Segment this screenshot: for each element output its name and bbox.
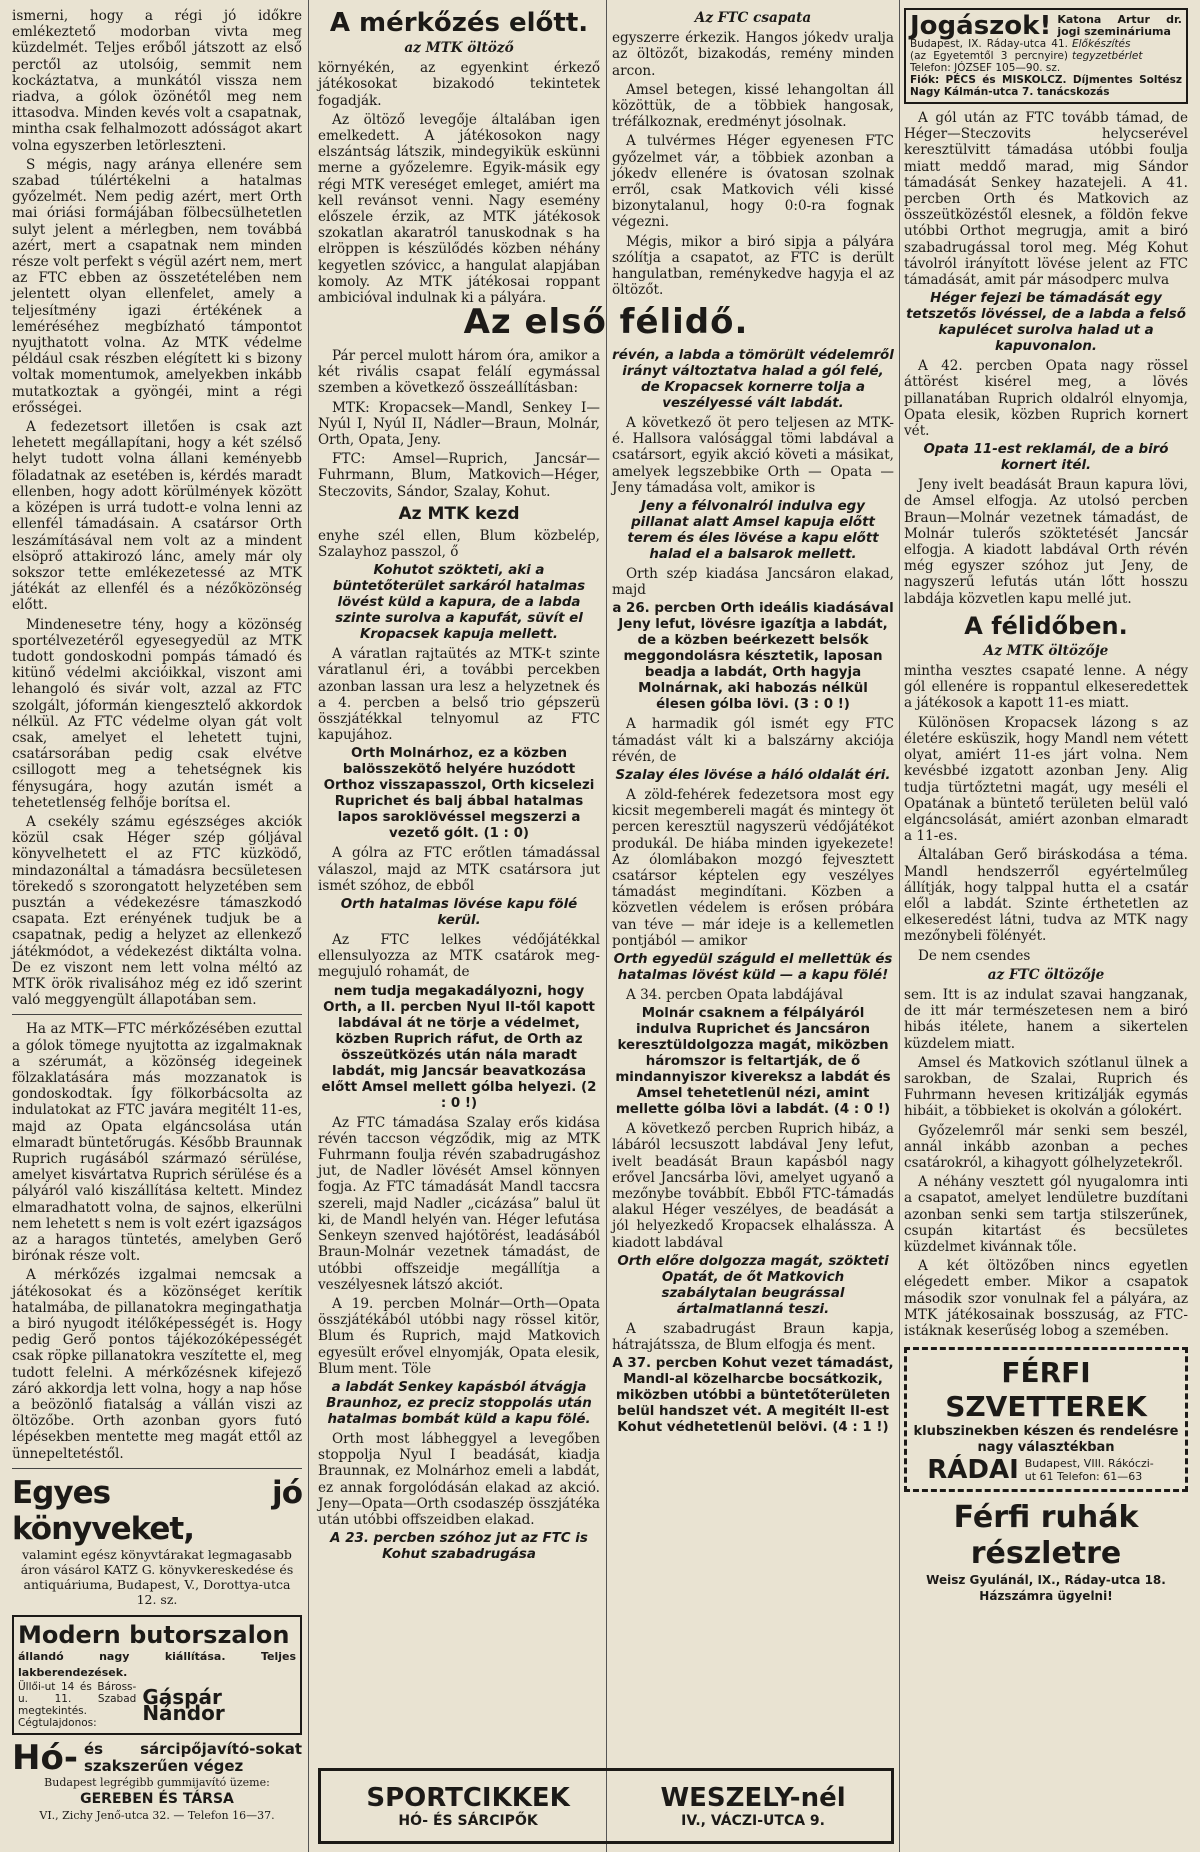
headline-first-half: Az első félidő. bbox=[463, 302, 749, 342]
ad-hocipo-rest: és sárcipőjavító-sokat szakszerűen végez bbox=[83, 1740, 302, 1776]
article-paragraph: S mégis, nagy aránya ellenére sem szabad túlértékelni a hatalmas győzelmét. Nem pedig azért, mert Orth mai óriási formájában fölbecsülhetetlen sulyt jelent a mérlegben, nem továbbá azért, mert a csapatnak nem minden része volt perfekt s végül azért nem, mert az FTC ebben az összetételében nem jelentett olyan ellenfelet, amely a teljesítmény igazi értékének a leméréséhez megbízható támpontot nyujthatott volna. Az MTK védelme például csak részben elégített ki s bizony voltak momentumok, amelyekben inkább mutatkoztak a gyöngéi, mint a régi erősségei. bbox=[12, 156, 302, 416]
ad-ferfi-szvetterek-address: Budapest, VIII. Rákóczi-ut 61 Telefon: 61—63 bbox=[1024, 1456, 1154, 1483]
highlight-paragraph: Opata 11-est reklamál, de a biró kornert itél. bbox=[923, 442, 1169, 474]
article-paragraph: A 34. percben Opata labdájával bbox=[626, 987, 844, 1004]
ad-hocipo bbox=[12, 1738, 302, 1824]
goal-paragraph: A 37. percben Kohut vezet támadást, Mandl-al közelharcbe bocsátkozik, miközben utóbbi a büntetőterületen belül handszet vét. A megitélt II-est Kohut védhetetlenül belövi. (4 : 1 !) bbox=[612, 1356, 894, 1436]
article-paragraph: A következő öt pero teljesen az MTK-é. Hallsora valósággal tömi labdával a csatársort, egyik akció követi a másikat, amelyek legszebbike Orth — Opata — Jeny támadása volt, amikor is bbox=[612, 415, 894, 496]
article-paragraph: A két öltözőben nincs egyetlen elégedett ember. Mikor a csapatok második szor vonulnak fel a pályára, az MTK játékosainak bosszuság, az FTC-istáknak keserűség lobog a szemében. bbox=[904, 1258, 1188, 1339]
article-paragraph: Az öltöző levegője általában igen emelkedett. A játékosokon nagy elszántság látszik, mindegyikük eskünni merne a győzelemre. Egyik-másik egy régi MTK vereséget emleget, amiért ma kell revánsot venni. Nagy esemény előszele érzik, az MTK játékosok szokatlan akaratról tanuskodnak s ha elröppen is készülődés közben néhány kegyetlen szóvicc, a hangulat alapjában komoly. Az MTK játékosai roppant ambicióval indulnak ki a pályára. bbox=[318, 111, 600, 307]
article-paragraph: Mégis, mikor a biró sipja a pályára szólítja a csapatot, az FTC is derült hangulatban, reménykedve hagyja el az öltözőt. bbox=[612, 233, 894, 299]
ad-hocipo-headline: Hó- bbox=[12, 1738, 78, 1779]
article-paragraph: A fedezetsort illetően is csak azt lehetett megállapítani, hogy a két szélső helyt tudott volna állani keményebb föladatnak az esetében is, kérdés maradt ellenben, hogy adott körülmények között a középen is urrá tudott-e volna lenni az ellenfél támadásain. A csatársor Orth leszámításával nem volt az a mindent elsöprő attakirozó lánc, amely már oly sokszor tette emlékezetessé az MTK játékát az ellenfél és a nézőközönség előtt. bbox=[12, 419, 302, 614]
article-paragraph: A váratlan rajtaütés az MTK-t szinte váratlanul éri, a további percekben azonban lassan ura lesz a helyzetnek és a 4. percben a belső trio gépszerü összjátékkal telnyomul az FTC kapujához. bbox=[318, 646, 600, 744]
ad-jogaszok-title: Jogászok! bbox=[910, 10, 1052, 41]
article-paragraph: A gólra az FTC erőtlen támadással válaszol, majd az MTK csatársora jut ismét szóhoz, de ebből bbox=[318, 845, 600, 894]
subheadline-ftc-team: Az FTC csapata bbox=[694, 10, 812, 26]
divider bbox=[12, 1468, 302, 1469]
article-paragraph: Amsel betegen, kissé lehangoltan áll közöttük, de a többiek hangosak, tréfálkoznak, eredményt jósolnak. bbox=[612, 81, 894, 131]
article-paragraph: sem. Itt is az indulat szavai hangzanak, de itt már természetesen nem a biró hibás itélete, hanem a sikertelen küzdelem miatt. bbox=[904, 986, 1188, 1052]
article-paragraph: Különösen Kropacsek lázong s az életére esküszik, hogy Mandl nem vétett olyat, amiért 11-es járt volna. Nem kevésbbé izgatott azonban Jeny. Alig tudja türtőztetni magát, ugy meséli el Opatának a büntető területen belül való elgáncsolását, amiért azonban elmaradt a 11-es. bbox=[904, 714, 1188, 845]
subheadline-mtk-kicks-off: Az MTK kezd bbox=[398, 503, 520, 524]
highlight-paragraph: Orth hatalmas lövése kapu fölé kerül. bbox=[340, 897, 578, 929]
ad-katz-body: valamint egész könyvtárakat legmagasabb áron vásárol KATZ G. könyvkereskedése és antiquáriuma, Budapest, V., Dorottya-utca 12. sz. bbox=[20, 1546, 294, 1607]
article-paragraph: A tulvérmes Héger egyenesen FTC győzelmet vár, a többiek azonban a jókedv ellenére is óvatosan szolnak erről, csak Matkovich véli kissé bizonytalanul, hogy 0:0-ra fognak végezni. bbox=[612, 133, 894, 231]
ad-jogaszok-right: Előkészítés tegyzetbérlet bbox=[1072, 38, 1143, 62]
ad-hocipo-body: Budapest legrégibb gummijavító üzeme: bbox=[44, 1776, 270, 1790]
subheadline-ftc-dressing-room: az FTC öltözője bbox=[987, 966, 1105, 983]
ad-butorszalon-owner: Gáspár Nándor bbox=[142, 1685, 225, 1726]
ad-hocipo-firm: GEREBEN ÉS TÁRSA bbox=[80, 1791, 234, 1808]
highlight-paragraph: Orth egyedül száguld el mellettük és hatalmas lövést küld — a kapu fölé! bbox=[613, 952, 893, 984]
column-2-top bbox=[318, 8, 600, 307]
ad-ferfi-ruhak-headline: Férfi ruhák részletre bbox=[953, 1499, 1139, 1571]
article-paragraph: A harmadik gól ismét egy FTC támadást vált ki a balszárny akciója révén, de bbox=[612, 716, 894, 765]
ad-ferfi-ruhak bbox=[904, 1500, 1188, 1604]
ad-sportcikkek-headline: SPORTCIKKEK bbox=[366, 1783, 570, 1813]
highlight-paragraph: Jeny a félvonalról indulva egy pillanat alatt Amsel kapuja előtt terem és éles lövése a kapu előtt halad el a balsarok mellett. bbox=[627, 499, 879, 563]
goal-paragraph: a 26. percben Orth ideális kiadásával Jeny lefut, lövésre igazítja a labdát, de a közben beérkezett belsők meggondolásra késztetik, laposan beadja a labdát, Orth hagyja Molnárnak, aki habozás nélkül élesen gólba lövi. (3 : 0 !) bbox=[612, 601, 894, 713]
highlight-paragraph: révén, a labda a tömörült védelemről irányt változtatva halad a gól felé, de Kropacsek kornerre tolja a veszélyessé vált labdát. bbox=[612, 348, 894, 411]
ad-sportcikkek-sub: HÓ- ÉS SÁRCIPŐK bbox=[398, 1813, 538, 1829]
ad-katz bbox=[12, 1475, 302, 1607]
lineup-ftc: FTC: Amsel—Ruprich, Jancsár—Fuhrmann, Blum, Matkovich—Héger, Steczovits, Sándor, Szalay, Kohut. bbox=[318, 451, 600, 500]
column-3-lower bbox=[612, 348, 894, 1758]
article-paragraph: A 42. percben Opata nagy rössel áttörést kisérel meg, a lövés pillanatában Ruprich oldalról elnyomja, Opata elesik, közben Ruprich kornert vét. bbox=[904, 358, 1188, 440]
article-paragraph: Pár percel mulott három óra, amikor a két rivális csapat felálí egymással szemben a következő összeállításban: bbox=[318, 348, 600, 397]
ad-jogaszok bbox=[904, 8, 1188, 104]
article-paragraph: A 19. percben Molnár—Orth—Opata összjátékából utóbbi nagy rössel kitör, Blum és Ruprich, majd Matkovich egyesült erővel elnyomják, Opata elesik, Blum ment. Töle bbox=[318, 1295, 600, 1377]
article-paragraph: Amsel és Matkovich szótlanul ülnek a sarokban, de Szalai, Ruprich és Fuhrmann hevesen kritizálják egymás hibáit, a többieket is okolván a gólokért. bbox=[904, 1054, 1188, 1120]
ad-butorszalon-address: Üllői-ut 14 és Báross-u. 11. Szabad megtekintés. Cégtulajdonos: bbox=[18, 1681, 137, 1730]
article-paragraph: A gól után az FTC tovább támad, de Héger—Steczovits helycserével keresztülvitt támadása utóbbi foulja miatt meddő marad, mig Sándor támadását Senkey hazatejeli. A 41. percben Orth és Matkovich az összeütközéstől elesnek, a földön fekve utóbbi Orthot megrugja, amit a biró szabadrugással torol meg. Még Kohut távolról irányított lövése jelent az FTC támadását, amit pár másodperc mulva bbox=[904, 110, 1188, 289]
subheadline-mtk-dressing-room: Az MTK öltözője bbox=[983, 642, 1109, 659]
article-paragraph: A szabadrugást Braun kapja, hátrajátssza, de Blum elfogja és ment. bbox=[612, 1320, 894, 1354]
column-2-lower bbox=[318, 348, 600, 1758]
ad-jogaszok-branch: Fiók: PÉCS és MISKOLCZ. Díjmentes Soltész Nagy Kálmán-utca 7. tanácskozás bbox=[910, 74, 1182, 98]
highlight-paragraph: Szalay éles lövése a háló oldalát éri. bbox=[615, 768, 891, 784]
goal-paragraph: nem tudja megakadályozni, hogy Orth, a II. percben Nyul II-től kapott labdával át ne törje a védelmet, közben Ruprich ráfut, de Orth az összeütközés után nála maradt labdát, mig Jancsár beavatkozása előtt Amsel mellett gólba helyezi. (2 : 0 !) bbox=[321, 983, 597, 1111]
article-paragraph: A néhány vesztett gól nyugalomra inti a csapatot, amelyet lendületre buzdítani azonban senki sem tartja stilszerűnek, csupán kitartást és becsületes küzdelmet kivánnak tőle. bbox=[904, 1174, 1188, 1255]
headline-halftime: A félidőben. bbox=[964, 611, 1128, 640]
ad-ferfi-szvetterek-firm: RÁDAI bbox=[927, 1454, 1019, 1485]
column-4 bbox=[904, 8, 1188, 1848]
ad-jogaszok-name: Katona Artur dr. jogi szemináriuma bbox=[1057, 13, 1182, 38]
ad-butorszalon-headline: Modern butorszalon bbox=[18, 1620, 290, 1649]
article-paragraph: De nem csendes bbox=[918, 947, 1031, 964]
lineup-mtk: MTK: Kropacsek—Mandl, Senkey I—Nyúl I, Nyúl II, Nádler—Braun, Molnár, Orth, Opata, Jeny. bbox=[318, 399, 600, 449]
column-rule bbox=[308, 0, 309, 1852]
ad-weszely-address: IV., VÁCZI-UTCA 9. bbox=[681, 1813, 825, 1829]
subheadline-mtk-dressing-room: az MTK öltöző bbox=[404, 40, 514, 56]
article-paragraph: ismerni, hogy a régi jó időkre emlékeztető modorban vivta meg küzdelmét. Teljes erőből játszott az első perctől az utolsóig, semmit nem kockáztatva, a munkától vissza nem riadva, a gólok özönétől meg nem ittasodva. Minden kevés volt a csapatnak, mintha csak felhalmozott adósságot akart volna egyszerben letörleszteni. bbox=[12, 8, 302, 154]
article-paragraph: egyszerre érkezik. Hangos jókedv uralja az öltözőt, bizakodás, remény minden arcon. bbox=[612, 30, 894, 79]
article-paragraph: Jeny ivelt beadását Braun kapura lövi, de Amsel elfogja. Az utolsó percben Braun—Molnár vezetnek támadást, de Molnár tulerős szöktetését Jancsár elfogja. A kiadott labdával Orth révén még egyszer szóhoz jut Jeny, de nagyszerű lefutás után lőtt hosszu labdája közvetlen kapu mellé jut. bbox=[904, 477, 1188, 607]
column-1 bbox=[12, 8, 302, 1824]
article-paragraph: Orth most lábheggyel a levegőben stoppolja Nyul I beadását, kiadja Braunnak, ez Molnárhoz emeli a labdát, ez annak forgolódásán elakad az akció. Jeny—Opata—Orth csodaszép összjátéka után utóbbi offszeidben elakad. bbox=[318, 1430, 600, 1528]
ad-butorszalon bbox=[12, 1615, 302, 1735]
ad-ferfi-szvetterek-headline: FÉRFI SZVETTEREK bbox=[945, 1356, 1147, 1424]
article-paragraph: A zöld-fehérek fedezetsora most egy kicsit megembereli magát és mintegy öt percen keresztül nagyszerü védőjátékot produkál. De hiába minden igyekezete! Az ólomlábakon mozgó fejvesztett csatársor képtelen egy veszélyes támadást megindítani. Közben a közvetlen védelem is erősen próbára van téve — már ideje is a kellemetlen pontjából — amikor bbox=[612, 787, 894, 949]
article-paragraph: A mérkőzés izgalmai nemcsak a játékosokat és a közönséget kerítik hatalmába, de pillanatokra megingathatja a biró nyugodt itélőképességét is. Hogy pedig Gerő pontos tájékozóképességét csak röpke pillanatokra veszítette el, meg tudott felelni. A mérkőzésnek kifejező záró akkordja lett volna, hogy a nap hőse a beözönlő fiatalság a vállán viszi az öltözőbe. Orth azonban gyors futó lépésekben mentette meg magát ettől az ünnepeltetéstől. bbox=[12, 1267, 302, 1462]
article-paragraph: A csekély számu egészséges akciók közül csak Héger szép góljával könyvelhetett el az FTC küzködő, mindazonáltal a támadásra becsületesen törekedő s szorongatott helyzetében sem pusztán a védekezésre támaszkodó csapata. Ezt erényének tudjuk be a csapatnak, pedig a helyzet az ellenkező játékmódot, a védekezést diktálta volna. De ez viszont nem lett volna méltó az MTK örök rivalisához még ez idő szerint való meggyengült állapotában sem. bbox=[12, 813, 302, 1009]
goal-paragraph: Orth Molnárhoz, ez a közben balösszekötő helyére huzódott Orthoz visszapasszol, Orth kicselezi Ruprichet és balj ábbal hatalmas lapos saroklövéssel megszerzi a vezető gólt. (1 : 0) bbox=[323, 746, 595, 842]
article-paragraph: Győzelemről már senki sem beszél, annál inkább azonban a peches csatárokról, a kihagyott gólhelyzetekről. bbox=[904, 1122, 1188, 1171]
article-paragraph: Általában Gerő biráskodása a téma. Mandl hendszerről egyértelműleg állítják, hogy talppal hutta el a csatár elől a labdát. Szinte érthetetlen az elkeseredést látni, tudva az MTK nagy mezőnybeli fölényét. bbox=[904, 847, 1188, 945]
ad-ferfi-szvetterek bbox=[904, 1347, 1188, 1491]
ad-katz-headline: Egyes jó könyveket, bbox=[12, 1474, 302, 1547]
ad-sportcikkek bbox=[318, 1768, 894, 1844]
highlight-paragraph: a labdát Senkey kapásból átvágja Braunhoz, ez preciz stoppolás után hatalmas bombát küld a kapu fölé. bbox=[326, 1379, 592, 1427]
article-paragraph: mintha vesztes csapaté lenne. A négy gól ellenére is roppantul elkeseredettek a játékosok a kapott 11-es miatt. bbox=[904, 663, 1188, 712]
highlight-paragraph: Héger fejezi be támadását egy tetszetős lövéssel, de a labda a felső kapulécet surolva halad ut a kapuvonalon. bbox=[906, 291, 1186, 355]
article-paragraph: Orth szép kiadása Jancsáron elakad, majd bbox=[612, 566, 894, 599]
highlight-paragraph: Orth előre dolgozza magát, szökteti Opatát, de őt Matkovich szabálytalan beugrással ártalmatlanná teszi. bbox=[617, 1253, 889, 1317]
ad-jogaszok-address: Budapest, IX. Ráday-utca 41. (az Egyetemtől 3 percnyire) Telefon: JÓZSEF 105—90. sz. bbox=[910, 38, 1068, 74]
column-3-top bbox=[612, 8, 894, 298]
goal-paragraph: Molnár csaknem a félpályáról indulva Ruprichet és Jancsáron keresztüldolgozza magát, miközben háromszor is feltartják, de ő mindannyiszor kivereksz a labdát és Amsel tehetetlenül nézi, amint mellette gólba lövi a labdát. (4 : 0 !) bbox=[615, 1006, 891, 1118]
article-paragraph: enyhe szél ellen, Blum közbelép, Szalayhoz passzol, ő bbox=[318, 527, 600, 561]
ad-weszely-headline: WESZELY-nél bbox=[660, 1783, 846, 1813]
article-paragraph: Az FTC támadása Szalay erős kidása révén taccson végződik, mig az MTK Fuhrmann foulja révén szabadrugáshoz jut, de Nadler lövését Amsel könnyen fogja. Az FTC támadását Mandl taccsra szereli, majd Nadler „cicázása” balul üt ki, de Mandl helyén van. Héger lefutása Senkeyn szenved hajótörést, leadásából Braun-Molnár vezetnek támadást, de utóbbi offszeidje megállítja a veszélyesnek látszó akciót. bbox=[318, 1114, 600, 1293]
article-paragraph: Mindenesetre tény, hogy a közönség sportélvezetéről egyesegyedül az MTK tudott gondoskodni pompás támadó és kitünő védelmi akcióikkal, viszont ami lehangoló és sivár volt, azzal az FTC szolgált, jóformán kiengesztelő akkordok nélkül. Az FTC védelme olyan gát volt csak, amelyet el lehetett tujni, csatársorában pedig csak elvétve csillogott meg a tehetségnek kis fénysugára, hogy azután ismét a tehetetlenség felhője borítsa el. bbox=[12, 616, 302, 811]
ad-ferfi-szvetterek-sub: klubszinekben készen és rendelésre nagy választékban bbox=[913, 1424, 1179, 1456]
divider bbox=[12, 1014, 302, 1015]
article-paragraph: Ha az MTK—FTC mérkőzésében ezuttal a gólok tömege nyujtotta az izgalmaknak a szérumát, a közönség idegeinek fölzaklatására más mozzanatok is gondoskodtak. Így fölkorbácsolta az indulatokat az FTC javára megitélt 11-es, majd az Opata elgáncsolása után elmaradt büntetőrugás. Később Braunnak Ruprich rugásából származó sérülése, amelyet kisvártatva Ruprich sérülése és a pályáról való kiszállítása keltett. Mindez elmaradhatott volna, de sajnos, elkerülni nem lehetett s nem is volt ezért igazságos az a haragos tüntetés, amelyben Gerő birónak része volt. bbox=[12, 1021, 302, 1265]
column-rule bbox=[606, 0, 607, 1852]
highlight-paragraph: A 23. percben szóhoz jut az FTC is Kohut szabadrugása bbox=[330, 1531, 588, 1563]
ad-ferfi-ruhak-address: Weisz Gyulánál, IX., Ráday-utca 18. Házszámra ügyelni! bbox=[926, 1572, 1166, 1603]
article-paragraph: környékén, az egyenkint érkező játékosokat bizakodó tekintetek fogadják. bbox=[318, 60, 600, 109]
ad-hocipo-address: VI., Zichy Jenő-utca 32. — Telefon 16—37. bbox=[39, 1808, 275, 1822]
column-rule bbox=[899, 0, 900, 1852]
highlight-paragraph: Kohutot szökteti, aki a büntetőterület sarkáról hatalmas lövést küld a kapura, de a labda szinte surolva a kapufát, süvít el Kropacsek kapuja mellett. bbox=[332, 563, 586, 643]
ad-butorszalon-sub: állandó nagy kiállítása. Teljes lakberendezések. bbox=[18, 1649, 296, 1680]
article-paragraph: A következő percben Ruprich hibáz, a lábáról lecsuszott labdával Jeny lefut, ivelt beadását Braun kapásból nagy erővel Jancsárba lövi, amelyet ugyanő a mezőnybe továbbít. Ebből FTC-támadás alakul Héger veszélyes, de beadását a jól helyezkedő Kropacsek elhalássza. A kiadott labdával bbox=[612, 1121, 894, 1251]
article-paragraph: Az FTC lelkes védőjátékkal ellensulyozza az MTK csatárok meg-megujuló rohamát, de bbox=[318, 932, 600, 981]
headline-before-match: A mérkőzés előtt. bbox=[329, 8, 589, 38]
